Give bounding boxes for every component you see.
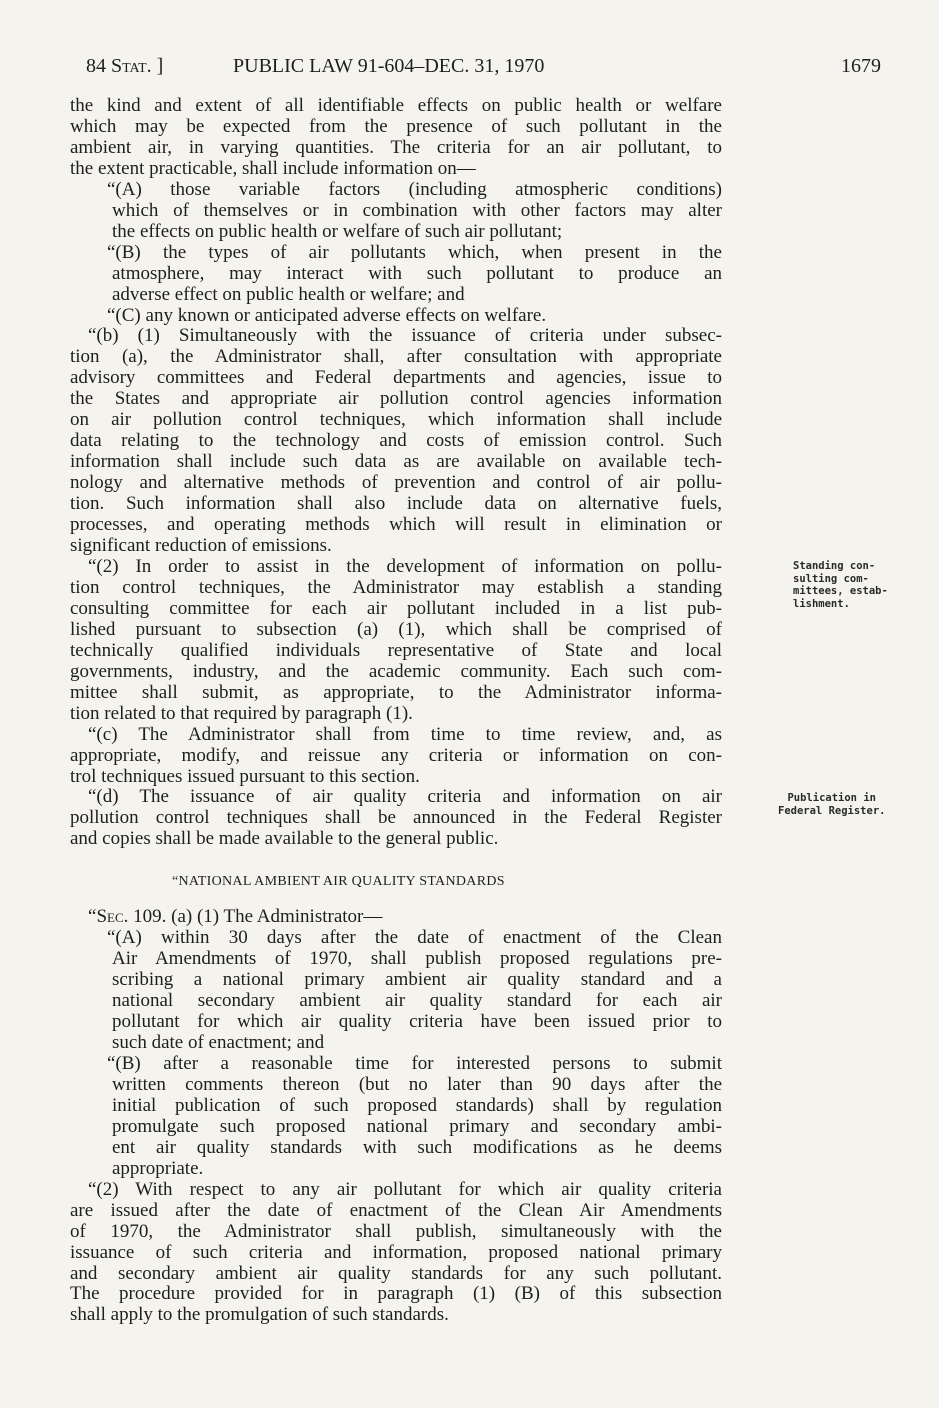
text-line: data relating to the technology and costs of emission control. Such <box>70 430 722 452</box>
text-line: issuance of such criteria and information, proposed national primary <box>70 1241 722 1263</box>
text-line: “(2) In order to assist in the development of information on pollu- <box>88 555 722 577</box>
text-line: “(2) With respect to any air pollutant for which air quality criteria <box>88 1178 722 1200</box>
text-line: which of themselves or in combination with other factors may alter <box>112 199 722 221</box>
paragraph <box>70 557 722 725</box>
subparagraph <box>70 1054 722 1180</box>
running-head-statute <box>86 55 163 78</box>
text-line: “(B) after a reasonable time for interested persons to submit <box>107 1052 722 1074</box>
text-line: and secondary ambient air quality standards for any such pollutant. <box>70 1262 722 1284</box>
text-line: information shall include such data as are available on available tech- <box>70 451 722 473</box>
text-line: technically qualified individuals representative of State and local <box>70 639 722 661</box>
text-line: and copies shall be made available to the general public. <box>70 828 499 850</box>
subparagraph <box>70 928 722 1054</box>
text-line: atmosphere, may interact with such pollutant to produce an <box>112 262 722 284</box>
quote-mark: “ <box>88 906 97 928</box>
text-line: tion. Such information shall also include data on alternative fuels, <box>70 493 722 515</box>
text-line: “(d) The issuance of air quality criteria and information on air <box>88 786 722 808</box>
paragraphs-top <box>70 96 722 850</box>
section-heading: “NATIONAL AMBIENT AIR QUALITY STANDARDS <box>172 874 505 890</box>
text-line: ambient air, in varying quantities. The criteria for an air pollutant, to <box>70 136 722 158</box>
text-line: mittee shall submit, as appropriate, to the Administrator informa- <box>70 681 722 703</box>
text-line: of 1970, the Administrator shall publish, simultaneously with the <box>70 1220 722 1242</box>
subparagraph <box>70 306 722 327</box>
text-line: processes, and operating methods which will result in elimination or <box>70 514 722 536</box>
margin-note-federal-register <box>778 792 885 817</box>
margin-note-standing-committees <box>793 560 888 610</box>
text-line: tion (a), the Administrator shall, after consultation with appropriate <box>70 346 722 368</box>
text-line: scribing a national primary ambient air quality standard and a <box>112 969 722 991</box>
text-line: Air Amendments of 1970, shall publish proposed regulations pre- <box>112 948 722 970</box>
section-intro <box>70 907 722 928</box>
text-line: national secondary ambient air quality standard for each air <box>112 990 722 1012</box>
text-line: the effects on public health or welfare of such air pollutant; <box>112 220 563 242</box>
text-line: ent air quality standards with such modifications as he deems <box>112 1136 722 1158</box>
text-line: shall apply to the promulgation of such standards. <box>70 1304 449 1326</box>
text-line: lished pursuant to subsection (a) (1), which shall be comprised of <box>70 618 722 640</box>
text-line: trol techniques issued pursuant to this section. <box>70 765 420 787</box>
subparagraph <box>70 243 722 306</box>
bracket: ] <box>156 55 164 77</box>
text-line: governments, industry, and the academic community. Each such com- <box>70 660 722 682</box>
sec-label: Sec. <box>96 906 129 928</box>
text-line: the extent practicable, shall include information on— <box>70 157 476 179</box>
paragraph <box>70 1180 722 1327</box>
text-line: such date of enactment; and <box>112 1032 325 1054</box>
text-line: which may be expected from the presence of such pollutant in the <box>70 115 722 137</box>
paragraph <box>70 787 722 850</box>
page-number: 1679 <box>841 55 881 77</box>
text-line: consulting committee for each air pollutant included in a list pub- <box>70 597 722 619</box>
text-line: written comments thereon (but no later than 90 days after the <box>112 1073 722 1095</box>
text-line: adverse effect on public health or welfare; and <box>112 283 465 305</box>
text-line: promulgate such proposed national primary and secondary ambi- <box>112 1115 722 1137</box>
text-line: significant reduction of emissions. <box>70 535 332 557</box>
body-text <box>70 96 722 1326</box>
paragraph <box>70 326 722 556</box>
text-line: “(A) those variable factors (including atmospheric conditions) <box>107 178 722 200</box>
text-line: “(c) The Administrator shall from time to time review, and, as <box>88 723 722 745</box>
text-line <box>70 907 722 928</box>
text-line: tion control techniques, the Administrator may establish a standing <box>70 576 722 598</box>
text-line: “(B) the types of air pollutants which, when present in the <box>107 241 722 263</box>
text-line: pollution control techniques shall be announced in the Federal Register <box>70 807 722 829</box>
text-line: initial publication of such proposed standards) shall by regulation <box>112 1094 722 1116</box>
text-line: nology and alternative methods of prevention and control of air pollu- <box>70 472 722 494</box>
paragraph <box>70 96 722 180</box>
subparagraph <box>70 180 722 243</box>
text-line: “(C) any known or anticipated adverse effects on welfare. <box>107 304 547 326</box>
text-line: tion related to that required by paragraph (1). <box>70 702 413 724</box>
text-line: The procedure provided for in paragraph (1) (B) of this subsection <box>70 1283 722 1305</box>
text-line: “(b) (1) Simultaneously with the issuance of criteria under subsec- <box>88 325 722 347</box>
text-line: are issued after the date of enactment of the Clean Air Amendments <box>70 1199 722 1221</box>
margin-note-line: mittees, estab- <box>793 585 888 597</box>
text-line: appropriate, modify, and reissue any criteria or information on con- <box>70 744 722 766</box>
text-line: appropriate. <box>112 1157 204 1179</box>
text-line: advisory committees and Federal departments and agencies, issue to <box>70 367 722 389</box>
running-head-title: PUBLIC LAW 91-604–DEC. 31, 1970 <box>233 55 545 77</box>
paragraphs-bottom <box>70 928 722 1326</box>
sec-text: 109. (a) (1) The Administrator— <box>128 906 383 928</box>
text-line: “(A) within 30 days after the date of enactment of the Clean <box>107 927 722 949</box>
margin-note-line: sulting com- <box>793 572 869 585</box>
margin-note-line: lishment. <box>793 597 850 610</box>
text-line: on air pollution control techniques, which information shall include <box>70 409 722 431</box>
text-line: the States and appropriate air pollution control agencies information <box>70 388 722 410</box>
paragraph <box>70 725 722 788</box>
text-line: pollutant for which air quality criteria have been issued prior to <box>112 1011 722 1033</box>
margin-note-line: Standing con- <box>793 560 876 572</box>
text-line: the kind and extent of all identifiable effects on public health or welfare <box>70 95 722 116</box>
statute-volume: 84 <box>86 55 106 77</box>
statute-label: Stat. <box>111 55 152 77</box>
margin-note-line: Federal Register. <box>778 804 886 817</box>
margin-note-line: Publication in <box>787 792 876 804</box>
